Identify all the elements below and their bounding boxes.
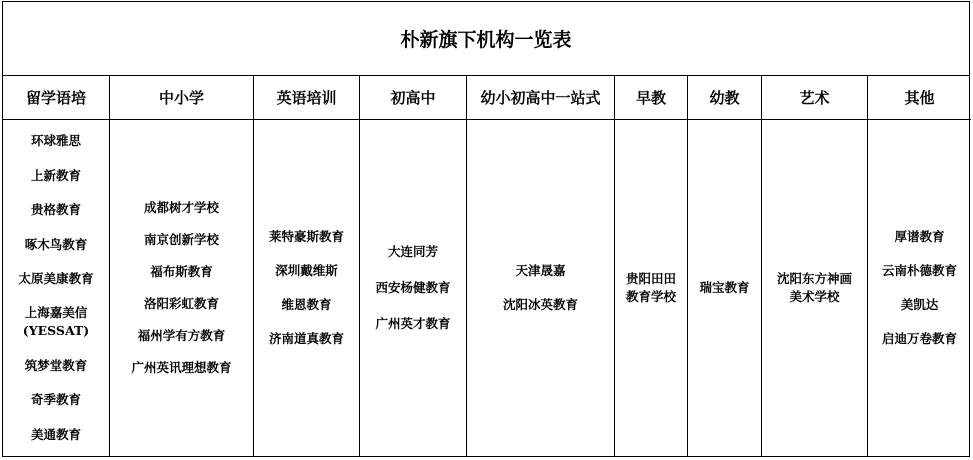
column-header: 其他 xyxy=(868,76,971,120)
column-k12 xyxy=(109,76,253,456)
list-item: 天津晟嘉 xyxy=(515,263,566,278)
column-header: 中小学 xyxy=(110,76,253,120)
list-item: 沈阳东方神画 美术学校 xyxy=(776,271,852,304)
list-item: 深圳戴维斯 xyxy=(275,263,338,278)
list-item: 福州学有方教育 xyxy=(137,328,226,343)
list-item: 济南道真教育 xyxy=(268,331,344,346)
list-item: 福布斯教育 xyxy=(150,264,213,279)
list-item: 洛阳彩虹教育 xyxy=(143,296,219,311)
list-item: 西安杨健教育 xyxy=(375,280,451,295)
column-header: 英语培训 xyxy=(254,76,359,120)
column-header: 幼教 xyxy=(688,76,761,120)
list-item: 沈阳冰英教育 xyxy=(502,297,578,312)
column-header: 早教 xyxy=(615,76,687,120)
list-item: 美通教育 xyxy=(30,426,81,442)
list-item: 广州英才教育 xyxy=(375,316,451,331)
list-item: 启迪万卷教育 xyxy=(881,331,957,346)
column-english-training xyxy=(253,76,359,456)
list-item: 云南朴德教育 xyxy=(881,263,957,278)
list-item: 贵阳田田 教育学校 xyxy=(625,271,676,304)
column-middle-high xyxy=(359,76,466,456)
column-preschool xyxy=(687,76,761,456)
list-item: 啄木鸟教育 xyxy=(24,236,88,252)
column-header: 初高中 xyxy=(360,76,466,120)
list-item: 贵格教育 xyxy=(30,202,81,218)
list-item: 厚谱教育 xyxy=(894,229,945,244)
list-item: 广州英讯理想教育 xyxy=(131,360,232,375)
column-early-education xyxy=(614,76,687,456)
list-item: 莱特豪斯教育 xyxy=(268,229,344,244)
column-header: 留学语培 xyxy=(3,76,109,120)
column-other xyxy=(867,76,971,456)
list-item: 南京创新学校 xyxy=(143,232,219,247)
table-title: 朴新旗下机构一览表 xyxy=(3,2,969,76)
list-item: 奇季教育 xyxy=(30,392,81,408)
column-one-stop xyxy=(466,76,614,456)
list-item: 太原美康教育 xyxy=(18,270,94,286)
list-item: 成都树才学校 xyxy=(143,200,219,215)
list-item: 美凯达 xyxy=(900,297,939,312)
list-item: 瑞宝教育 xyxy=(699,280,750,295)
column-header: 艺术 xyxy=(762,76,867,120)
column-header: 幼小初高中一站式 xyxy=(467,76,614,120)
list-item: 环球雅思 xyxy=(30,133,81,149)
list-item: 维恩教育 xyxy=(281,297,332,312)
list-item: 上海嘉美信 (YESSAT) xyxy=(22,305,90,339)
list-item: 大连同芳 xyxy=(387,244,438,259)
institution-table xyxy=(2,1,970,457)
column-study-abroad xyxy=(3,76,109,456)
column-art xyxy=(761,76,867,456)
list-item: 上新教育 xyxy=(30,167,81,183)
list-item: 筑梦堂教育 xyxy=(24,357,88,373)
